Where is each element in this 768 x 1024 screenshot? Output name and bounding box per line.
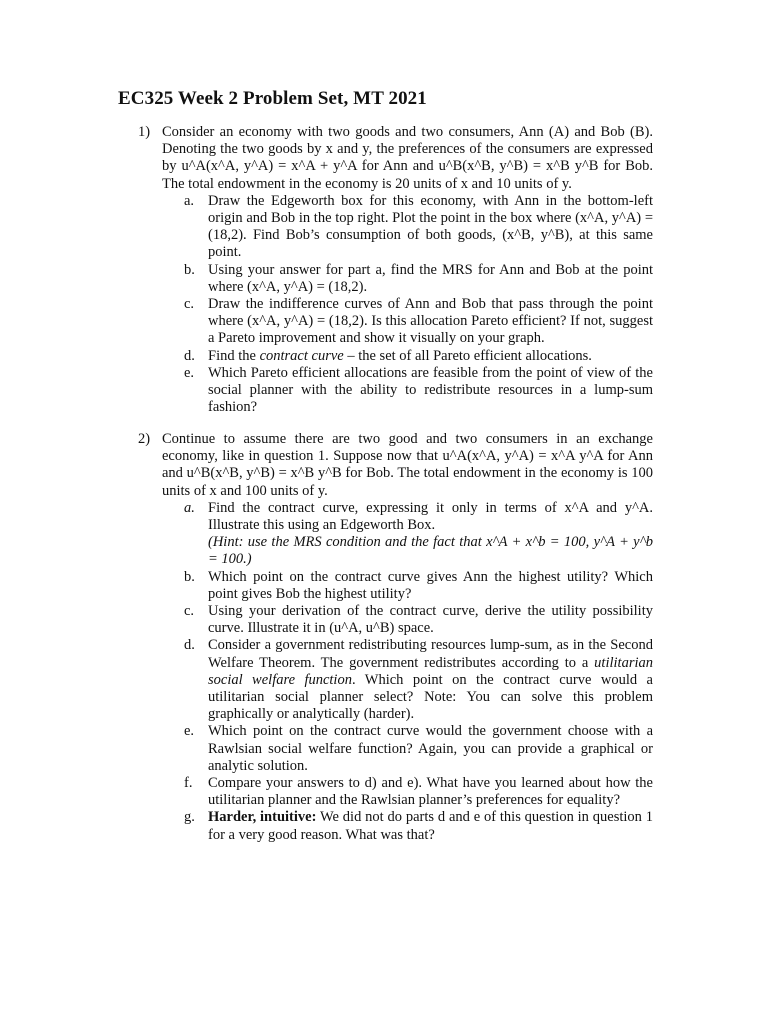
part-text-post: – the set of all Pareto efficient allocations. <box>343 347 592 364</box>
part-label: a. <box>184 192 195 209</box>
part-text-pre: Find the <box>208 347 260 364</box>
part-text: Draw the indifference curves of Ann and Bob that pass through the point where (x^A, y^A) = (18,2). Is this allocation Pareto efficient? If not, suggest a Pareto improvement and show it visually on your graph. <box>208 296 653 347</box>
part-text: Which point on the contract curve would the government choose with a Rawlsian social welfare function? Again, you can provide a graphical or analytic solution. <box>208 723 653 774</box>
question-number: 2) <box>138 431 151 447</box>
part-label: c. <box>184 603 195 620</box>
part-label: b. <box>184 568 195 585</box>
part-label: c. <box>184 296 195 313</box>
part-text: Using your derivation of the contract curve, derive the utility possibility curve. Illustrate it in (u^A, u^B) space. <box>208 603 653 637</box>
part-2c <box>184 603 653 637</box>
page-title: EC325 Week 2 Problem Set, MT 2021 <box>118 88 427 109</box>
part-2e <box>184 723 653 775</box>
part-text-pre: Consider a government redistributing resources lump-sum, as in the Second Welfare Theorem. The government redistributes according to a <box>208 637 653 671</box>
part-text: Compare your answers to d) and e). What have you learned about how the utilitarian planner and the Rawlsian planner’s preferences for equality? <box>208 775 653 809</box>
question-text: Consider an economy with two goods and two consumers, Ann (A) and Bob (B). Denoting the two goods by x and y, the preferences of the consumers are expressed by u^A(x^A, y^A) = x^A + y^A for Ann and u^B(x^B, y^B) = x^B y^B for Bob. The total endowment in the economy is 20 units of x and 10 units of y. <box>162 124 653 192</box>
part-label: f. <box>184 775 193 792</box>
part-1d <box>184 348 653 365</box>
part-text-post: We did not do parts d and e of this question in question 1 for a very good reason. What was that? <box>208 809 653 843</box>
part-text: Which Pareto efficient allocations are feasible from the point of view of the social planner with the ability to redistribute resources in a lump-sum fashion? <box>208 364 653 416</box>
question-2 <box>138 431 653 844</box>
question-text: Continue to assume there are two good and two consumers in an exchange economy, like in question 1. Suppose now that u^A(x^A, y^A) = x^A y^A for Ann and u^B(x^B, y^B) = x^B y^B for Bob. The total endowment in the economy is 100 units of x and 100 units of y. <box>162 431 653 499</box>
part-text-main: Find the contract curve, expressing it only in terms of x^A and y^A. Illustrate this using an Edgeworth Box. <box>208 499 653 534</box>
part-1a <box>184 193 653 262</box>
part-text-emphasis: utilitarian social welfare function <box>208 654 653 688</box>
part-2f <box>184 775 653 809</box>
part-text: Using your answer for part a, find the MRS for Ann and Bob at the point where (x^A, y^A) = (18,2). <box>208 261 653 295</box>
part-2g <box>184 809 653 843</box>
part-label: e. <box>184 723 195 740</box>
question-number: 1) <box>138 124 151 140</box>
part-2d <box>184 637 653 723</box>
part-text-emphasis: contract curve <box>259 347 344 364</box>
part-hint: (Hint: use the MRS condition and the fact that x^A + x^b = 100, y^A + y^b = 100.) <box>208 534 653 568</box>
part-label: e. <box>184 364 195 381</box>
part-1b <box>184 262 653 296</box>
part-label: d. <box>184 347 195 364</box>
part-text <box>208 500 653 569</box>
part-label: g. <box>184 809 195 826</box>
part-text <box>208 637 653 723</box>
part-text <box>208 809 653 843</box>
part-1e <box>184 365 653 417</box>
part-label: d. <box>184 637 195 654</box>
part-2b <box>184 569 653 603</box>
question-1 <box>138 124 653 416</box>
part-text: Which point on the contract curve gives Ann the highest utility? Which point gives Bob the highest utility? <box>208 568 653 602</box>
part-label: a. <box>184 499 195 516</box>
part-text <box>208 348 653 365</box>
part-label: b. <box>184 261 195 278</box>
part-2a <box>184 500 653 569</box>
question-1-parts <box>184 193 653 417</box>
part-text-post: . Which point on the contract curve would a utilitarian social planner select? Note: You can solve this problem graphically or analytically (harder). <box>208 671 653 723</box>
question-2-parts <box>184 500 653 844</box>
part-text: Draw the Edgeworth box for this economy, with Ann in the bottom-left origin and Bob in the top right. Plot the point in the box where (x^A, y^A) = (18,2). Find Bob’s consumption of both goods, (x^B, y^B), at this same point. <box>208 192 653 261</box>
part-text-strong: Harder, intuitive: <box>208 809 317 826</box>
part-1c <box>184 296 653 348</box>
